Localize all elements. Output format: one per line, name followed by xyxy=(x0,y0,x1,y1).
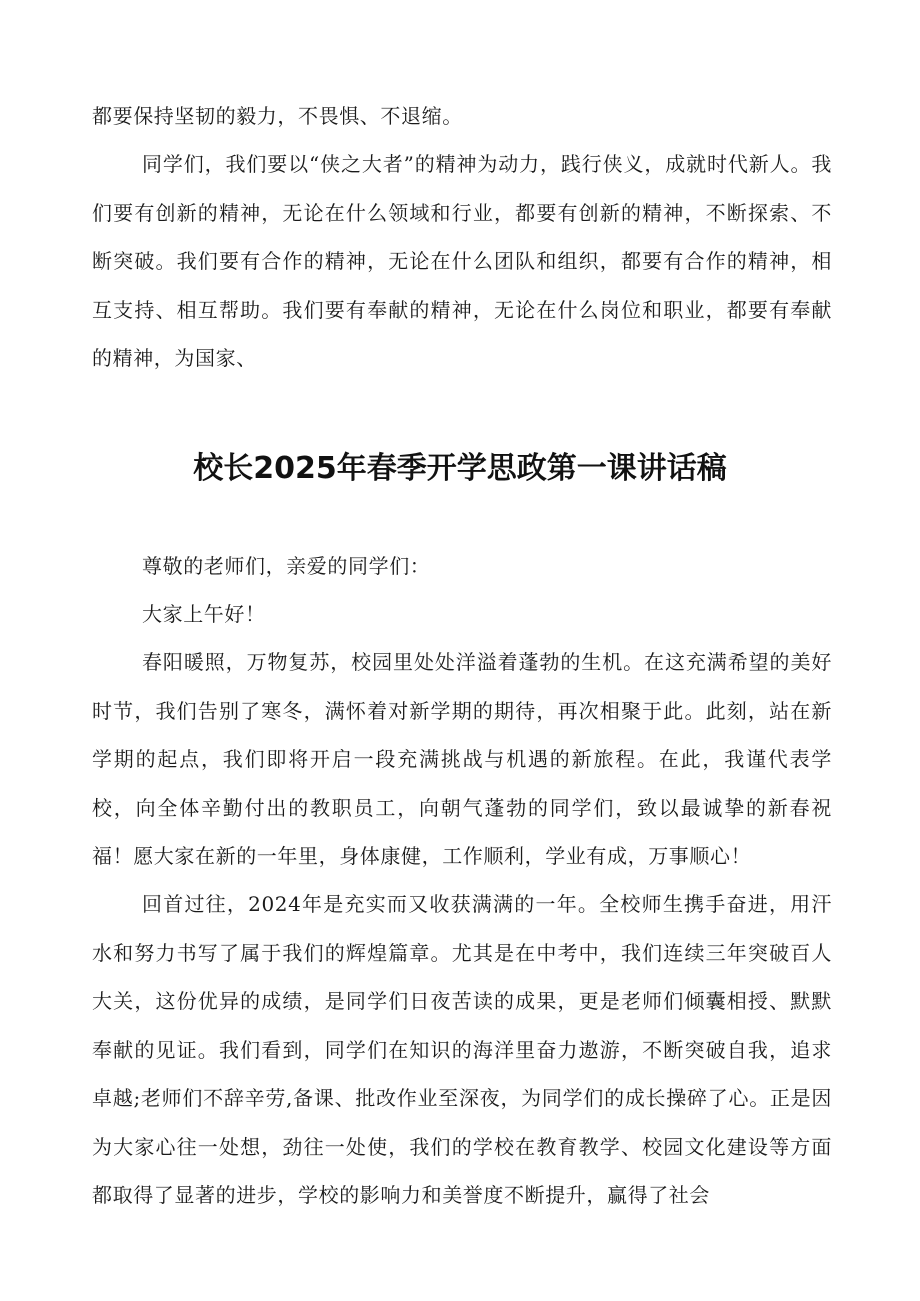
greeting: 大家上午好！ xyxy=(142,602,266,626)
body-paragraph-1: 春阳暖照，万物复苏，校园里处处洋溢着蓬勃的生机。在这充满希望的美好时节，我们告别了寒冬，满怀着对新学期的期待，再次相聚于此。此刻，站在新学期的起点，我们即将开启一段充满挑战与机遇的新旅程。在此，我谨代表学校，向全体辛勤付出的教职员工，向朝气蓬勃的同学们，致以最诚挚的新春祝福！愿大家在新的一年里，身体康健，工作顺利，学业有成，万事顺心！ xyxy=(92,650,832,868)
body-paragraph-2: 回首过往，2024年是充实而又收获满满的一年。全校师生携手奋进，用汗水和努力书写了属于我们的辉煌篇章。尤其是在中考中，我们连续三年突破百人大关，这份优异的成绩，是同学们日夜苦读的成果，更是老师们倾囊相授、默默奉献的见证。我们看到，同学们在知识的海洋里奋力遨游，不断突破自我，追求卓越;老师们不辞辛劳,备课、批改作业至深夜，为同学们的成长操碎了心。正是因为大家心往一处想，劲往一处使，我们的学校在教育教学、校园文化建设等方面都取得了显著的进步，学校的影响力和美誉度不断提升，赢得了社会 xyxy=(92,892,832,1207)
salutation: 尊敬的老师们，亲爱的同学们： xyxy=(142,554,431,578)
continued-paragraph: 同学们，我们要以“侠之大者”的精神为动力，践行侠义，成就时代新人。我们要有创新的精神，无论在什么领域和行业，都要有创新的精神，不断探索、不断突破。我们要有合作的精神，无论在什么团队和组织，都要有合作的精神，相互支持、相互帮助。我们要有奉献的精神，无论在什么岗位和职业，都要有奉献的精神，为国家、 xyxy=(92,152,832,370)
continued-paragraph-end: 都要保持坚韧的毅力，不畏惧、不退缩。 xyxy=(92,104,463,128)
document-title: 校长2025年春季开学思政第一课讲话稿 xyxy=(193,451,727,486)
